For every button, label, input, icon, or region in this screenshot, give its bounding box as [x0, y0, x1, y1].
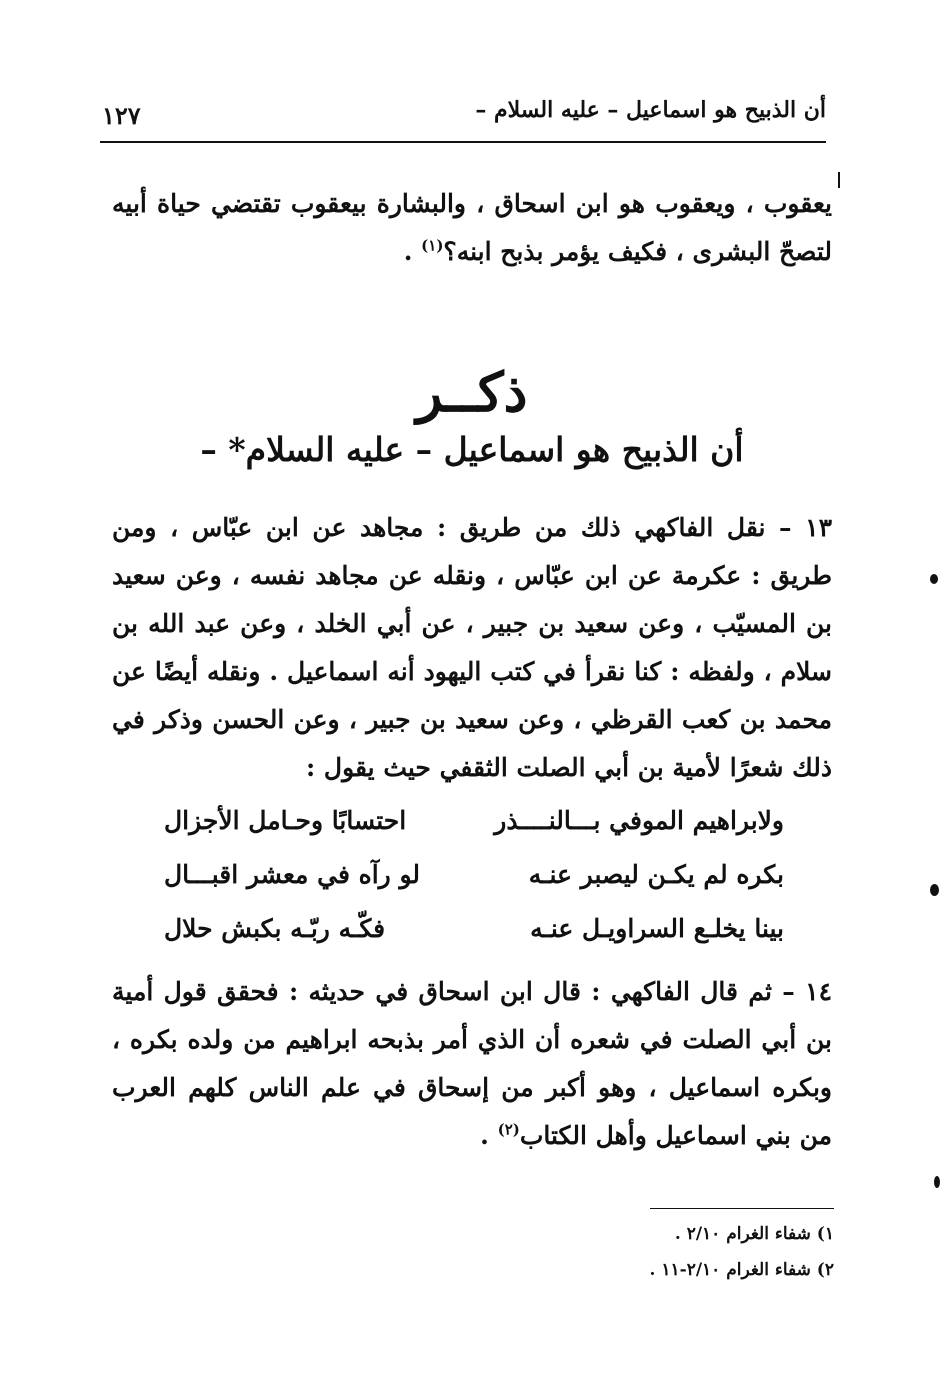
section-subheading: أن الذبيح هو اسماعيل – عليه السلام* – [200, 430, 744, 469]
footnote-2: ٢) شفاء الغرام ٢/١٠-١١ . [649, 1260, 834, 1280]
footnote-ref-2[interactable]: (٢) [497, 1120, 520, 1139]
verse-first-hemistich: ولابراهيم الموفي بـــالنــــذر [494, 806, 784, 835]
footnotes [650, 1216, 834, 1288]
verse-second-hemistich: لو رآه في معشر اقبـــال [164, 860, 420, 889]
running-title: أن الذبيح هو اسماعيل – عليه السلام – [475, 97, 826, 123]
verse-first-hemistich: بكره لم يكـن ليصبر عنـه [528, 860, 784, 889]
scan-speck [838, 172, 840, 188]
paragraph-14-text: ١٤ – ثم قال الفاكهي : قال ابن اسحاق في حديثه : فحقق قول أمية بن أبي الصلت في شعره أن الذي أمر بذبحه ابراهيم من ولده بكره ، وبكره اسماعيل ، وهو أكبر من إسحاق في علم الناس كلهم العرب من بني اسماعيل وأهل الكتاب [112, 977, 832, 1150]
section-heading: ذكــر [416, 360, 528, 424]
page-header [100, 95, 826, 143]
verse-second-hemistich: احتسابًا وحـامل الأجزال [164, 806, 407, 835]
footnote-1: ١) شفاء الغرام ٢/١٠ . [674, 1224, 834, 1244]
footnote-ref-1[interactable]: (١) [421, 236, 444, 255]
poem-verse [164, 806, 784, 860]
poem [164, 806, 784, 968]
intro-end: . [403, 237, 422, 266]
footnote-divider [650, 1208, 834, 1209]
paragraph-14-end: . [480, 1121, 498, 1150]
scan-speck [930, 574, 938, 584]
verse-second-hemistich: فكّـه ربّـه بكبش حلال [164, 914, 386, 943]
intro-paragraph [112, 180, 832, 276]
intro-text: يعقوب ، ويعقوب هو ابن اسحاق ، والبشارة بيعقوب تقتضي حياة أبيه لتصحّ البشرى ، فكيف يؤمر بذبح ابنه؟ [112, 189, 832, 266]
scan-speck [934, 1176, 940, 1188]
poem-verse [164, 914, 784, 968]
verse-first-hemistich: بينا يخلـع السراويـل عنـه [530, 914, 784, 943]
page-number: ١٢٧ [102, 101, 141, 130]
paragraph-14 [112, 968, 832, 1160]
scan-speck [930, 884, 939, 896]
poem-verse [164, 860, 784, 914]
paragraph-13: ١٣ – نقل الفاكهي ذلك من طريق : مجاهد عن ابن عبّاس ، ومن طريق : عكرمة عن ابن عبّاس ، ونقله عن مجاهد نفسه ، وعن سعيد بن المسيّب ، وعن سعيد بن جبير ، عن أبي الخلد ، وعن عبد الله بن سلام ، ولفظه : كنا نقرأ في كتب اليهود أنه اسماعيل . ونقله أيضًا عن محمد بن كعب القرظي ، وعن سعيد بن جبير ، وعن الحسن وذكر في ذلك شعرًا لأمية بن أبي الصلت الثقفي حيث يقول : [112, 513, 832, 782]
